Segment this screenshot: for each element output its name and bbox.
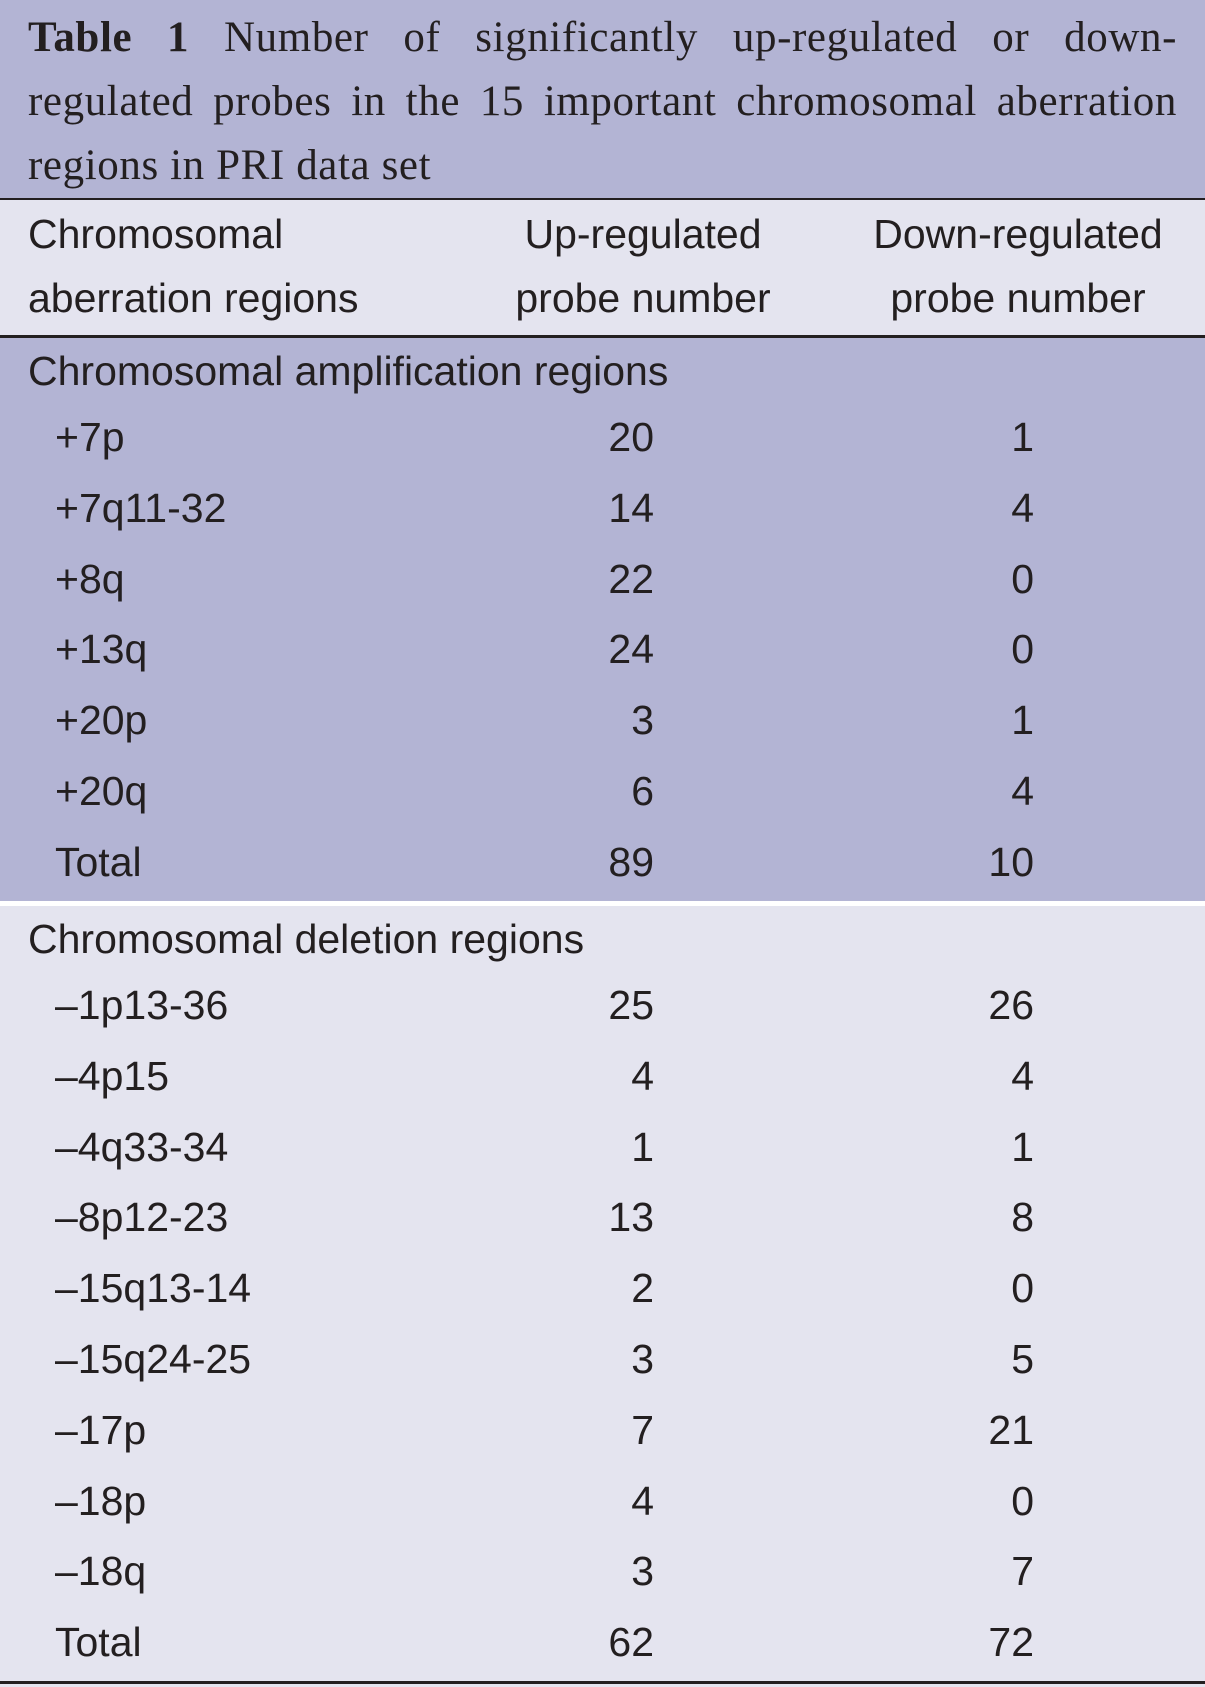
table-row: [0, 475, 1205, 546]
amplification-rows: [0, 404, 1205, 900]
cell-region: +7q11-32: [55, 484, 227, 531]
cell-up-count: 14: [608, 484, 654, 531]
table-row: [0, 546, 1205, 617]
cell-down-count: 1: [1011, 414, 1034, 460]
table-row: [0, 1397, 1205, 1468]
cell-region: –4p15: [55, 1052, 170, 1099]
cell-up-count: 24: [608, 626, 654, 673]
table-row: [0, 1538, 1205, 1609]
cell-up-count: 7: [631, 1406, 654, 1453]
table-row: [0, 1255, 1205, 1326]
cell-region: +20q: [55, 767, 148, 814]
cell-region: Total: [55, 838, 142, 885]
table-row: [0, 1184, 1205, 1255]
header-up-line1: Up-regulated: [524, 211, 762, 257]
cell-down-count: 8: [1011, 1194, 1034, 1241]
cell-down-count: 0: [1011, 626, 1034, 673]
cell-region: –8p12-23: [55, 1194, 229, 1241]
cell-region: +13q: [55, 626, 148, 673]
cell-up-count: 3: [631, 697, 654, 744]
cell-region: –17p: [55, 1406, 147, 1453]
cell-region: –1p13-36: [55, 982, 229, 1028]
cell-region: –15q24-25: [55, 1335, 252, 1382]
table-row: [0, 1114, 1205, 1185]
cell-down-count: 72: [988, 1619, 1034, 1666]
deletion-section: [0, 906, 1205, 1681]
table-row: [0, 616, 1205, 687]
cell-region: –15q13-14: [55, 1265, 252, 1312]
cell-region: –4q33-34: [55, 1123, 229, 1170]
deletion-rows: [0, 972, 1205, 1680]
header-down-line1: Down-regulated: [873, 211, 1163, 257]
cell-down-count: 4: [1011, 1052, 1034, 1099]
deletion-title: Chromosomal deletion regions: [28, 916, 585, 962]
table-row: [0, 829, 1205, 900]
header-up-line2: probe number: [515, 275, 771, 321]
cell-region: –18p: [55, 1477, 147, 1524]
cell-region: +20p: [55, 697, 148, 744]
table-row: [0, 687, 1205, 758]
table-row: [0, 972, 1205, 1043]
cell-up-count: 22: [608, 555, 654, 602]
header-down: [858, 202, 1178, 330]
header-region-line2: aberration regions: [28, 275, 359, 321]
cell-down-count: 4: [1011, 767, 1034, 814]
table-row: [0, 1468, 1205, 1539]
amplification-title: Chromosomal amplification regions: [28, 348, 669, 394]
bottom-rule: [0, 1681, 1205, 1684]
cell-down-count: 10: [988, 838, 1034, 885]
table-row: [0, 758, 1205, 829]
cell-up-count: 1: [631, 1123, 654, 1170]
cell-up-count: 3: [631, 1335, 654, 1382]
cell-up-count: 25: [608, 982, 654, 1028]
cell-up-count: 89: [608, 838, 654, 885]
table-row: [0, 1043, 1205, 1114]
cell-region: +8q: [55, 555, 125, 602]
cell-down-count: 5: [1011, 1335, 1034, 1382]
cell-region: Total: [55, 1619, 142, 1666]
table-caption: [0, 0, 1205, 198]
table-row: [0, 1609, 1205, 1680]
header-down-line2: probe number: [890, 275, 1146, 321]
cell-up-count: 6: [631, 767, 654, 814]
cell-up-count: 4: [631, 1477, 654, 1524]
cell-up-count: 62: [608, 1619, 654, 1666]
header-region: [28, 202, 358, 330]
table-row: [0, 404, 1205, 475]
caption-text: Number of significantly up-regulated or down-regulated probes in the 15 important chromosomal aberration regions in PRI data set: [28, 14, 1177, 189]
table-row: [0, 1326, 1205, 1397]
cell-up-count: 3: [631, 1548, 654, 1595]
cell-region: –18q: [55, 1548, 147, 1595]
amplification-section: [0, 338, 1205, 901]
cell-down-count: 26: [988, 982, 1034, 1028]
cell-up-count: 20: [608, 414, 654, 460]
column-header: [0, 200, 1205, 336]
cell-down-count: 21: [988, 1406, 1034, 1453]
cell-up-count: 13: [608, 1194, 654, 1241]
cell-down-count: 4: [1011, 484, 1034, 531]
caption-label: Table 1: [28, 14, 190, 61]
cell-up-count: 4: [631, 1052, 654, 1099]
header-region-line1: Chromosomal: [28, 211, 284, 257]
cell-down-count: 0: [1011, 1265, 1034, 1312]
cell-down-count: 1: [1011, 1123, 1034, 1170]
cell-down-count: 7: [1011, 1548, 1034, 1595]
cell-down-count: 0: [1011, 1477, 1034, 1524]
cell-down-count: 1: [1011, 697, 1034, 744]
cell-region: +7p: [55, 414, 125, 460]
cell-down-count: 0: [1011, 555, 1034, 602]
cell-up-count: 2: [631, 1265, 654, 1312]
header-up: [508, 202, 778, 330]
